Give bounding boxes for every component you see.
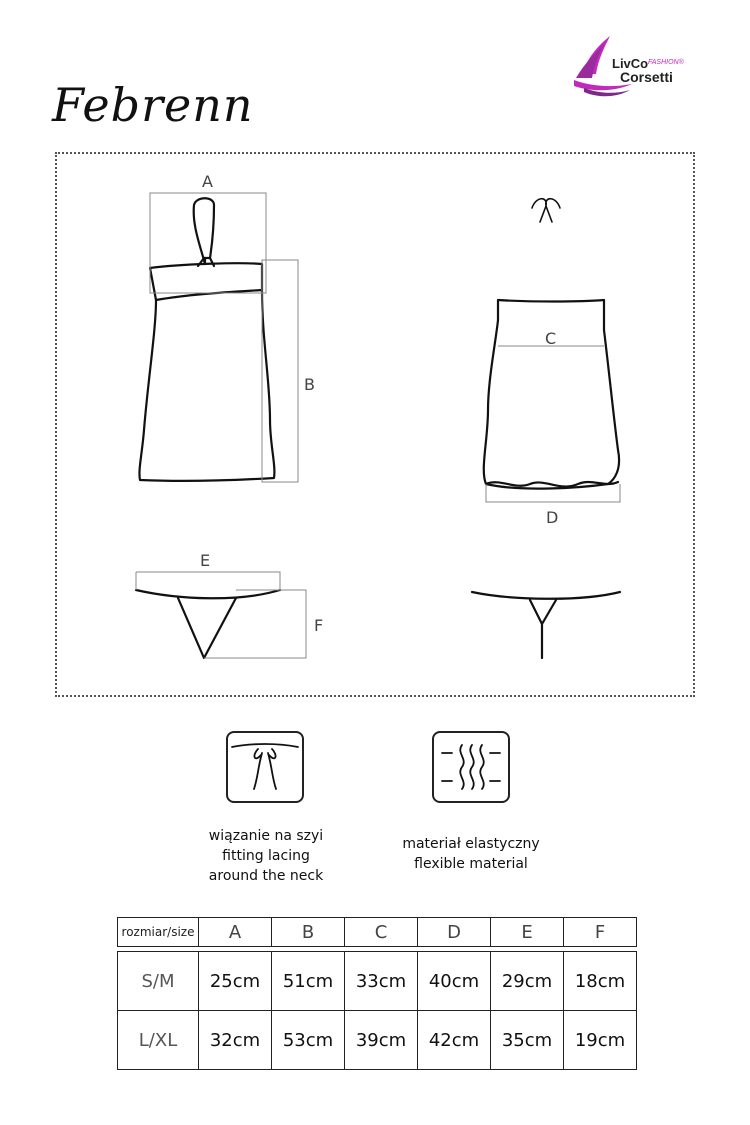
- size-cell: S/M: [118, 952, 199, 1011]
- col-header-e: E: [491, 918, 564, 947]
- value-cell: 42cm: [418, 1011, 491, 1070]
- size-cell: L/XL: [118, 1011, 199, 1070]
- neck-lacing-icon: [226, 731, 304, 803]
- table-row: [118, 1011, 637, 1070]
- value-cell: 33cm: [345, 952, 418, 1011]
- dim-label-d: D: [546, 508, 559, 527]
- value-cell: 29cm: [491, 952, 564, 1011]
- value-cell: 39cm: [345, 1011, 418, 1070]
- brand-name-livco: LivCo: [612, 56, 649, 71]
- size-table-header: [118, 918, 637, 947]
- product-title: Febrenn: [52, 78, 254, 132]
- caption-line: around the neck: [208, 868, 324, 884]
- dress-front-outline: [139, 263, 274, 481]
- dim-a-guide: [150, 193, 266, 293]
- value-cell: 35cm: [491, 1011, 564, 1070]
- col-header-f: F: [564, 918, 637, 947]
- value-cell: 19cm: [564, 1011, 637, 1070]
- dim-f-guide: [204, 590, 306, 658]
- dim-label-a: A: [202, 172, 213, 191]
- value-cell: 32cm: [199, 1011, 272, 1070]
- caption-line: wiązanie na szyi: [208, 828, 324, 844]
- value-cell: 40cm: [418, 952, 491, 1011]
- dim-label-e: E: [200, 551, 211, 570]
- dim-label-c: C: [545, 329, 557, 348]
- caption-line: flexible material: [414, 856, 528, 872]
- value-cell: 51cm: [272, 952, 345, 1011]
- col-header-c: C: [345, 918, 418, 947]
- flexible-material-icon: [432, 731, 510, 803]
- thong-back-body: [530, 600, 556, 658]
- col-header-d: D: [418, 918, 491, 947]
- thong-front-waist: [136, 590, 280, 598]
- col-header-a: A: [199, 918, 272, 947]
- col-header-b: B: [272, 918, 345, 947]
- dim-e-guide: [136, 572, 280, 590]
- thong-front-body: [178, 598, 236, 658]
- value-cell: 25cm: [199, 952, 272, 1011]
- caption-line: materiał elastyczny: [402, 836, 540, 852]
- dress-front-band: [156, 290, 262, 300]
- brand-fashion: FASHION®: [648, 59, 684, 66]
- thong-back-waist: [472, 592, 620, 599]
- halter-strap-left: [194, 198, 214, 264]
- tie-bow: [532, 199, 560, 222]
- value-cell: 18cm: [564, 952, 637, 1011]
- dim-label-f: F: [314, 616, 324, 635]
- size-table: [117, 917, 637, 1070]
- dim-label-b: B: [304, 375, 315, 394]
- value-cell: 53cm: [272, 1011, 345, 1070]
- brand-name-corsetti: Corsetti: [620, 69, 673, 85]
- caption-line: fitting lacing: [222, 848, 310, 864]
- size-header-label: rozmiar/size: [118, 918, 199, 947]
- flexible-material-caption: [386, 834, 556, 874]
- table-row: [118, 952, 637, 1011]
- neck-lacing-caption: [186, 826, 346, 886]
